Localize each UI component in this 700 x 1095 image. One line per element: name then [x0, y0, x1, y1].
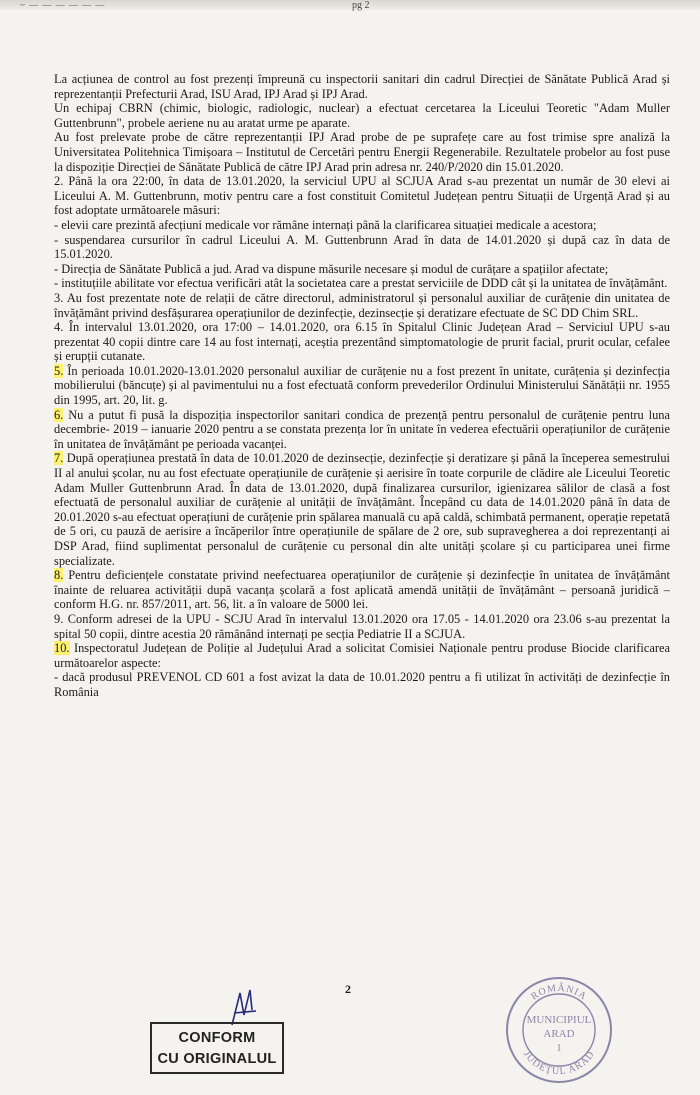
municipal-seal: [504, 975, 614, 1085]
paragraph: [54, 568, 670, 612]
highlighted-item-number: 6.: [54, 407, 64, 422]
seal-middle-line2: ARAD: [543, 1028, 575, 1040]
paragraph: [54, 218, 670, 233]
paragraph-text: - elevii care prezintă afecțiuni medicale vor rămâne internați până la clarificarea situației medicale a acestora;: [54, 217, 597, 232]
page-number: 2: [345, 982, 351, 996]
paragraph-text: După operațiunea prestată în data de 10.01.2020 de dezinsecție, dezinfecție și deratizare și până la începerea semestrului II al anului școlar, nu au fost efectuate operațiunile de curățenie și aerisire în toate corpurile de clădire ale Liceului Teoretic Adam Muller Guttenbrunn Arad. În data de 13.01.2020, după finalizarea cursurilor, igienizarea sălilor de clasă a fost efectuată de personalul auxiliar de curățenie al unității de învățământ. Începând cu data de 14.01.2020 până în data de 20.01.2020 s-au efectuat operațiuni de curățenie prin spălarea manuală cu apă caldă, schimbată permanent, operație repetată de 5 ori, cu pauză de aerisire a încăperilor între operațiunile de spălare de 2 ore, sub supravegherea a doi reprezentanți ai DSP Arad, fiind suplimentat personalul de curățenie cu personal din alte unități școlare și cu participarea unei firme specializate.: [54, 451, 670, 568]
seal-bottom-text: JUDEȚUL ARAD: [520, 1048, 598, 1078]
paragraph: [54, 233, 670, 262]
conform-stamp: [150, 1022, 284, 1074]
seal-middle-line1: MUNICIPIUL: [526, 1014, 592, 1026]
paragraph-text: Au fost prelevate probe de către reprezentanții IPJ Arad probe de pe suprafețe care au fost trimise spre analiză la Universitatea Politehnica Timișoara – Institutul de Cercetări pentru Energii Regenerabile. Rezultatele probelor au fost puse la dispoziție Direcției de Sănătate Publică de către IPJ Arad prin adresa nr. 240/P/2020 din 15.01.2020.: [54, 130, 670, 174]
paragraph: [54, 130, 670, 174]
paragraph-text: Inspectoratul Județean de Poliție al Județului Arad a solicitat Comisiei Naționale pentru produse Biocide clarificarea următoarelor aspecte:: [54, 641, 670, 670]
paragraph-text: - Direcția de Sănătate Publică a jud. Arad va dispune măsurile necesare și modul de curățare a spațiilor afectate;: [54, 261, 609, 276]
paragraph-text: 2. Până la ora 22:00, în data de 13.01.2020, la serviciul UPU al SCJUA Arad s-au prezentat un număr de 30 elevi ai Liceului A. M. Guttenbrunn, motiv pentru care a fost constituit Comitetul Județean pentru Situații de Urgență Arad și au fost adoptate următoarele măsuri:: [54, 174, 670, 218]
paragraph: [54, 101, 670, 130]
paragraph-text: 3. Au fost prezentate note de relații de către directorul, administratorul și personalul auxiliar de curățenie din unitatea de învățământ privind desfășurarea operațiunilor de dezinfecție, dezinsecție și deratizare efectuate de SC DD Chim SRL.: [54, 290, 670, 320]
highlighted-item-number: 10.: [54, 641, 70, 656]
paragraph: [54, 641, 670, 670]
conform-stamp-line1: CONFORM: [178, 1030, 256, 1046]
highlighted-item-number: 8.: [54, 568, 64, 583]
paragraph: [54, 670, 670, 699]
paragraph: [54, 72, 670, 101]
paragraph: [54, 262, 670, 277]
highlighted-item-number: 7.: [54, 451, 64, 466]
paragraph: [54, 408, 670, 452]
paragraph-text: - instituțiile abilitate vor efectua verificări atât la societatea care a prestat serviciile de DDD cât și la unitatea de învățământ.: [54, 276, 668, 291]
conform-stamp-line2: CU ORIGINALUL: [157, 1051, 277, 1067]
paragraph: [54, 276, 670, 291]
paragraph-text: - dacă produsul PREVENOL CD 601 a fost avizat la data de 10.01.2020 pentru a fi utilizat în activități de dezinfecție în România: [54, 670, 670, 699]
paragraph: [54, 291, 670, 320]
paragraph: [54, 612, 670, 641]
highlighted-item-number: 5.: [54, 363, 64, 378]
paragraph: [54, 320, 670, 364]
paragraph-text: La acțiunea de control au fost prezenți împreună cu inspectorii sanitari din cadrul Direcției de Sănătate Publică Arad și reprezentanții Prefecturii Arad, ISU Arad, IPJ Arad și IPJ Arad.: [54, 72, 670, 101]
paragraph-text: În perioada 10.01.2020-13.01.2020 personalul auxiliar de curățenie nu a fost prezent în unitate, curățenia și dezinfecția mobilierului (băncuțe) și al pavimentului nu a fost efectuată conform prevederilor Ordinului Ministerului Sănătății nr. 1955 din 1995, art. 20, lit. g.: [54, 363, 670, 408]
seal-number: 1: [556, 1043, 562, 1054]
document-body: [54, 72, 670, 700]
paragraph-text: 4. În intervalul 13.01.2020, ora 17:00 – 14.01.2020, ora 6.15 în Spitalul Clinic Județean Arad – Serviciul UPU s-au prezentat 40 copii dintre care 14 au fost internați, aceștia prezentând simptomatologie de prurit facial, prurit ocular, cefalee și erupții cutanate.: [54, 320, 670, 364]
paragraph-text: 9. Conform adresei de la UPU - SCJU Arad în intervalul 13.01.2020 ora 17.05 - 14.01.2020 ora 23.06 s-au prezentat la spital 50 copii, dintre acestia 20 rămânând internați pe secția Pediatrie II a SCJUA.: [54, 611, 670, 641]
paragraph: [54, 364, 670, 408]
paragraph-text: Pentru deficiențele constatate privind neefectuarea operațiunilor de curățenie și dezinfecție în unitatea de învățământ înainte de reluarea activității după vacanța școlară a fost aplicată amendă unității de învățământ – persoană juridică – conform H.G. nr. 857/2011, art. 56, lit. a în valoare de 5000 lei.: [54, 568, 670, 612]
seal-top-text: ROMÂNIA: [529, 982, 589, 1003]
header-page-mark: pg 2: [352, 0, 370, 11]
paragraph: [54, 451, 670, 568]
paragraph-text: Nu a putut fi pusă la dispoziția inspectorilor sanitari condica de prezență pentru personalul de curățenie pentru luna decembrie- 2019 – ianuarie 2020 pentru a se constata prezența lor în unitate în vederea efectuării operațiunilor de curățenie în unitatea de învățământ pe perioada vacanței.: [54, 407, 670, 451]
paragraph-text: Un echipaj CBRN (chimic, biologic, radiologic, nuclear) a efectuat cercetarea la Liceului Teoretic "Adam Muller Guttenbrunn", probele aeriene nu au aratat urme pe aparate.: [54, 101, 670, 130]
paragraph: [54, 174, 670, 218]
header-cut-text: ~ — — — — — —: [20, 0, 106, 10]
svg-text:ROMÂNIA: [529, 982, 589, 1003]
paragraph-text: - suspendarea cursurilor în cadrul Liceului A. M. Guttenbrunn Arad în data de 14.01.2020 și după caz în data de 15.01.2020.: [54, 232, 670, 262]
